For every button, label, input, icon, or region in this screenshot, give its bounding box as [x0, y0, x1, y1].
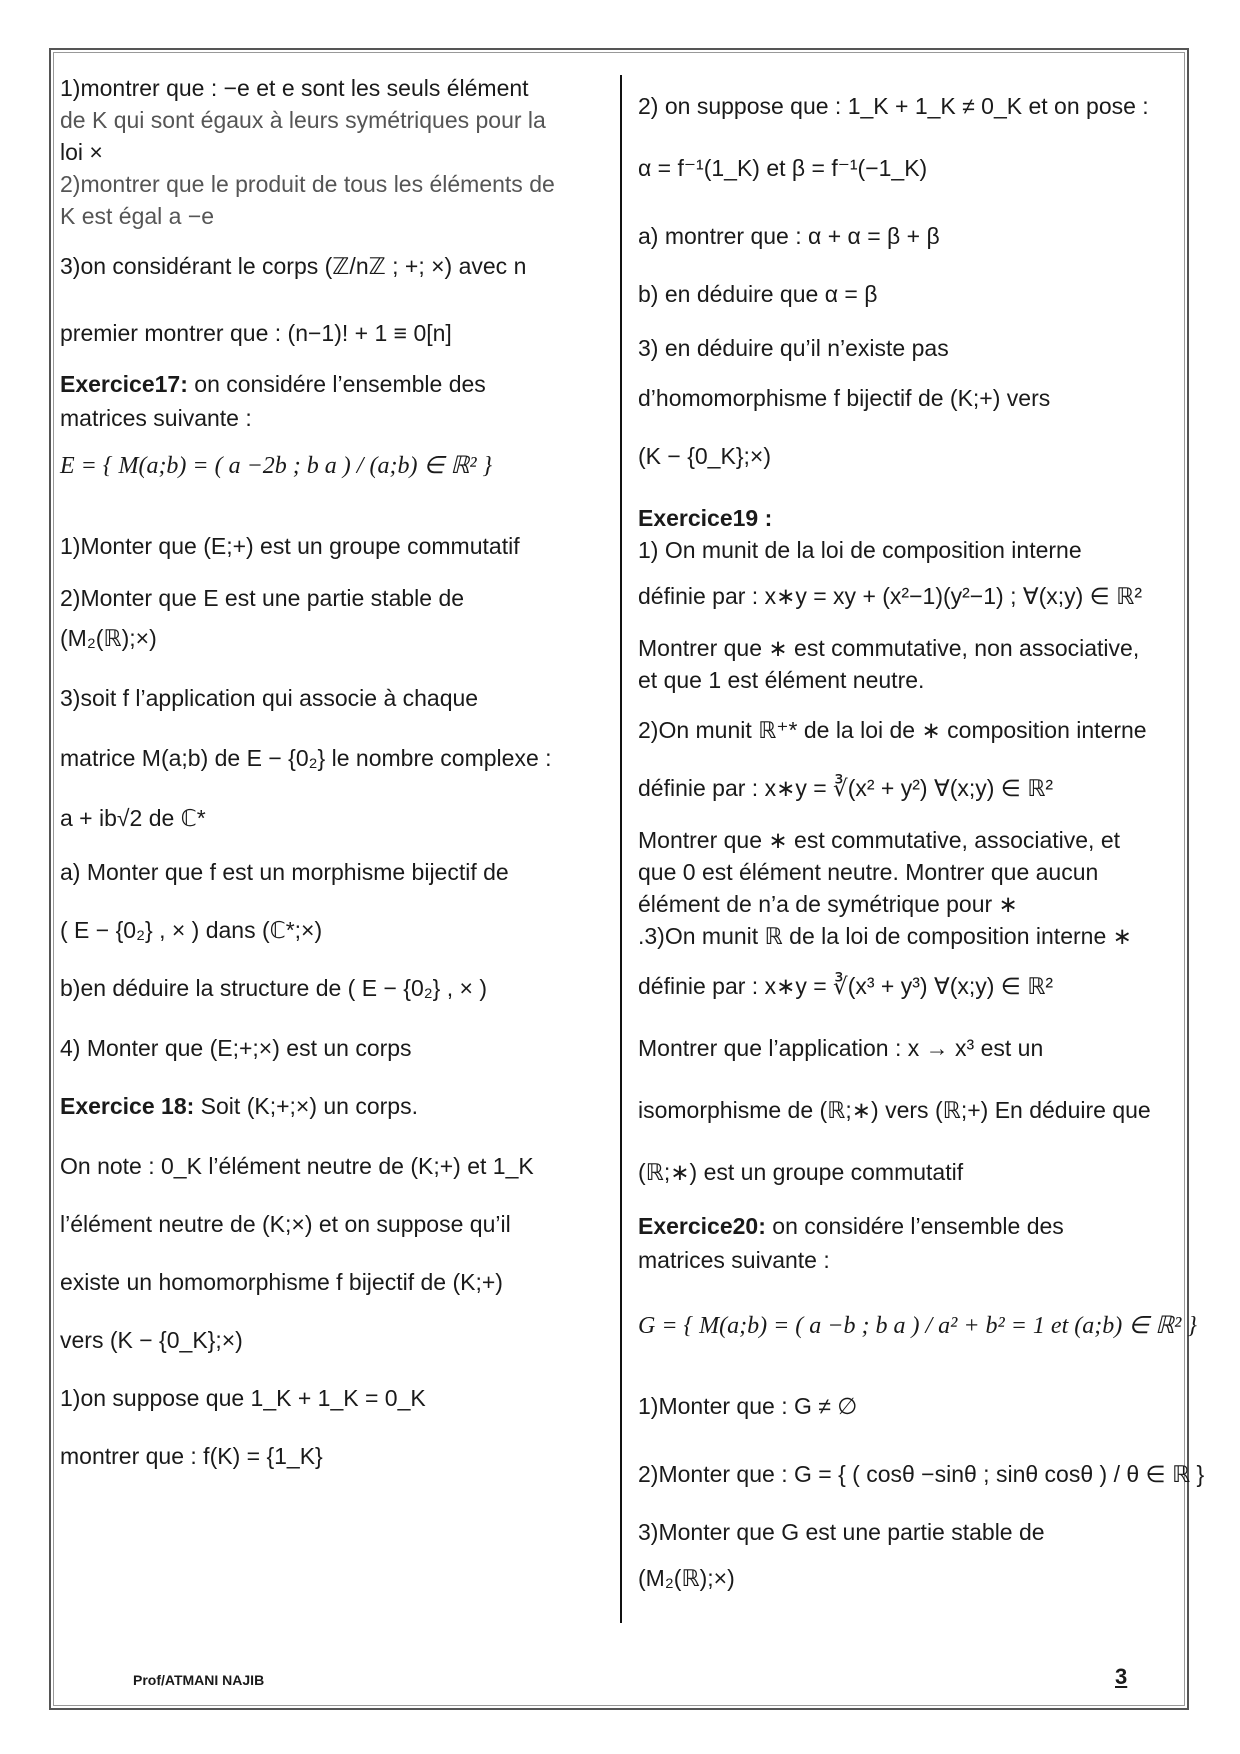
text-line: définie par : x∗y = xy + (x²−1)(y²−1) ; ∀(x;y) ∈ ℝ² — [638, 583, 1142, 609]
text-line: Montrer que ∗ est commutative, non associative, — [638, 635, 1140, 661]
text-line: de K qui sont égaux à leurs symétriques pour la — [60, 107, 546, 133]
exercise-18-heading: Exercice 18: — [60, 1093, 195, 1119]
text-line: Montrer que l’application : x → x³ est un — [638, 1035, 1044, 1061]
math-set-G: G = { M(a;b) = ( a −b ; b a ) / a² + b² = 1 et (a;b) ∈ ℝ² } — [638, 1313, 1197, 1339]
text-line: 3)Monter que G est une partie stable de — [638, 1519, 1045, 1545]
math-set-E: E = { M(a;b) = ( a −2b ; b a ) / (a;b) ∈ ℝ² } — [60, 453, 493, 479]
exercise-19-heading: Exercice19 : — [638, 505, 773, 531]
text-line: matrices suivante : — [638, 1247, 830, 1273]
exercise-20-heading: Exercice20: — [638, 1213, 766, 1239]
text-line: (M₂(ℝ);×) — [60, 625, 157, 651]
footer-author: Prof/ATMANI NAJIB — [133, 1672, 265, 1688]
text-line: 2)Monter que : G = { ( cosθ −sinθ ; sinθ cosθ ) / θ ∈ ℝ } — [638, 1461, 1205, 1487]
text-line: b)en déduire la structure de ( E − {0₂} , × ) — [60, 975, 488, 1001]
text-line: existe un homomorphisme f bijectif de (K;+) — [60, 1269, 503, 1295]
text-line: l’élément neutre de (K;×) et on suppose qu’il — [60, 1211, 511, 1237]
exercise-17-heading: Exercice17: — [60, 371, 188, 397]
text-line: (M₂(ℝ);×) — [638, 1565, 735, 1591]
text-line: définie par : x∗y = ∛(x² + y²) ∀(x;y) ∈ ℝ² — [638, 775, 1054, 801]
text-line: α = f⁻¹(1_K) et β = f⁻¹(−1_K) — [638, 155, 928, 181]
text-line: 2)montrer que le produit de tous les éléments de — [60, 171, 555, 197]
text-line: matrices suivante : — [60, 405, 252, 431]
text-line: 1)Monter que : G ≠ ∅ — [638, 1393, 858, 1419]
text-line: on considére l’ensemble des — [772, 1213, 1064, 1239]
text-line: 3)on considérant le corps (ℤ/nℤ ; +; ×) avec n — [60, 253, 527, 279]
text-line: 2)On munit ℝ⁺* de la loi de ∗ composition interne — [638, 717, 1147, 743]
text-line: 2) on suppose que : 1_K + 1_K ≠ 0_K et on pose : — [638, 93, 1149, 119]
exercise-20-line — [638, 1210, 1064, 1242]
text-line: 1)montrer que : −e et e sont les seuls élément — [60, 75, 529, 101]
text-line: que 0 est élément neutre. Montrer que aucun — [638, 859, 1099, 885]
text-line: 3)soit f l’application qui associe à chaque — [60, 685, 479, 711]
text-line: 4) Monter que (E;+;×) est un corps — [60, 1035, 412, 1061]
text-line: Soit (K;+;×) un corps. — [200, 1093, 418, 1119]
text-line: et que 1 est élément neutre. — [638, 667, 925, 693]
text-line: matrice M(a;b) de E − {0₂} le nombre complexe : — [60, 745, 552, 771]
text-line: K est égal a −e — [60, 203, 215, 229]
text-line: 1)Monter que (E;+) est un groupe commutatif — [60, 533, 520, 559]
text-line: vers (K − {0_K};×) — [60, 1327, 243, 1353]
page-number: 3 — [1115, 1664, 1128, 1689]
text-line: 3) en déduire qu’il n’existe pas — [638, 335, 949, 361]
text-line: 2)Monter que E est une partie stable de — [60, 585, 465, 611]
text-line: 1) On munit de la loi de composition interne — [638, 537, 1082, 563]
text-line: isomorphisme de (ℝ;∗) vers (ℝ;+) En déduire que — [638, 1097, 1151, 1123]
exercise-18-line — [60, 1090, 418, 1122]
text-line: Montrer que ∗ est commutative, associative, et — [638, 827, 1121, 853]
text-line: a) montrer que : α + α = β + β — [638, 223, 940, 249]
text-line: on considére l’ensemble des — [194, 371, 486, 397]
exercise-17-line — [60, 368, 486, 400]
text-line: a + ib√2 de ℂ* — [60, 805, 206, 831]
text-line: d’homomorphisme f bijectif de (K;+) vers — [638, 385, 1051, 411]
text-line: élément de n’a de symétrique pour ∗ — [638, 891, 1018, 917]
text-line: .3)On munit ℝ de la loi de composition interne ∗ — [638, 923, 1132, 949]
column-divider — [620, 75, 622, 1623]
text-line: b) en déduire que α = β — [638, 281, 878, 307]
text-line: premier montrer que : (n−1)! + 1 ≡ 0[n] — [60, 320, 452, 346]
text-line: a) Monter que f est un morphisme bijectif de — [60, 859, 509, 885]
text-line: (ℝ;∗) est un groupe commutatif — [638, 1159, 964, 1185]
text-line: montrer que : f(K) = {1_K} — [60, 1443, 323, 1469]
text-line: loi × — [60, 139, 103, 165]
text-line: On note : 0_K l’élément neutre de (K;+) et 1_K — [60, 1153, 534, 1179]
text-line: ( E − {0₂} , × ) dans (ℂ*;×) — [60, 917, 323, 943]
text-line: 1)on suppose que 1_K + 1_K = 0_K — [60, 1385, 426, 1411]
text-line: (K − {0_K};×) — [638, 443, 771, 469]
text-line: définie par : x∗y = ∛(x³ + y³) ∀(x;y) ∈ ℝ² — [638, 973, 1054, 999]
